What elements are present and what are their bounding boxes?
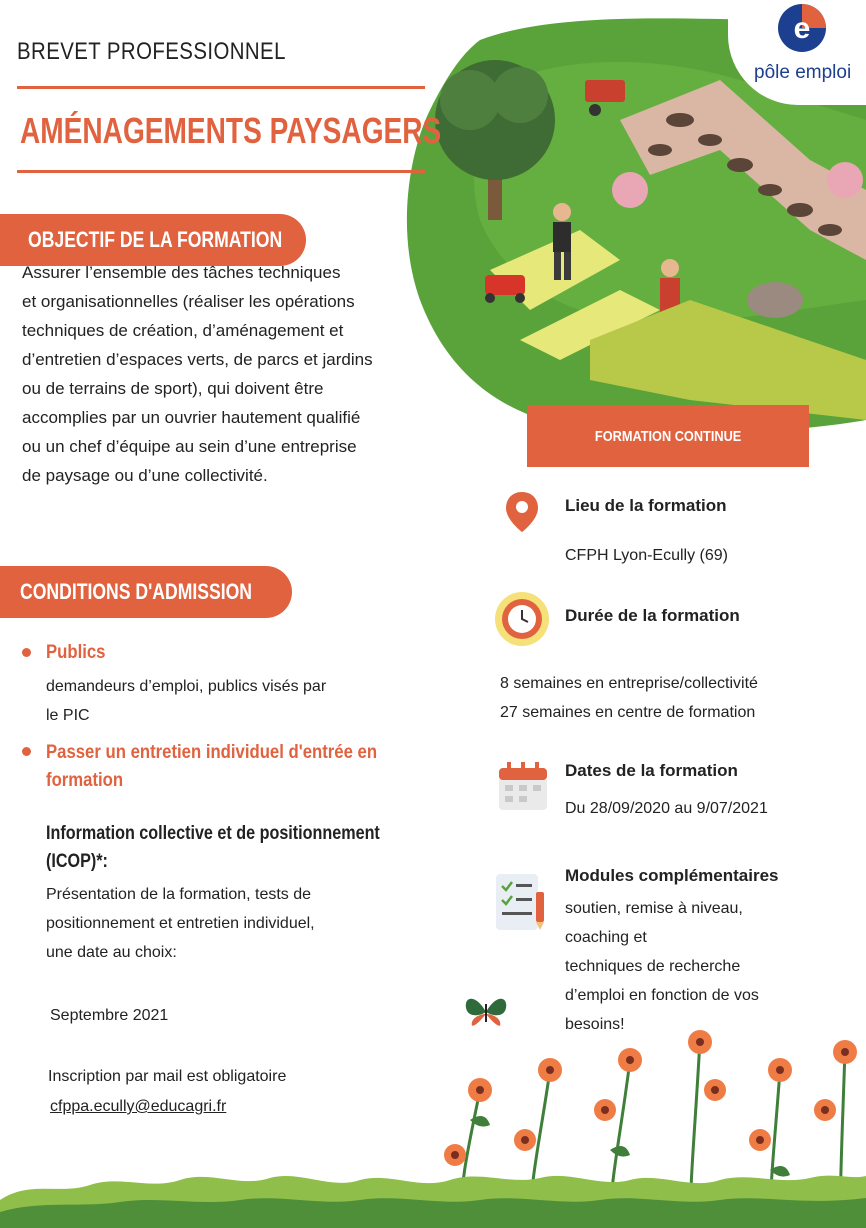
- header-bottom-rule: [17, 170, 425, 173]
- publics-line: demandeurs d’emploi, publics visés par: [46, 678, 327, 695]
- modules-line: besoins!: [565, 1016, 625, 1033]
- objectif-line: techniques de création, d’aménagement et: [22, 321, 344, 340]
- icop-title: [46, 820, 380, 876]
- butterfly-icon: [462, 992, 510, 1034]
- icop-line: Information collective et de positionnement: [46, 823, 380, 844]
- date-choice: Septembre 2021: [50, 1007, 169, 1024]
- objectif-line: d’entretien d’espaces verts, de parcs et jardins: [22, 350, 373, 369]
- modules-line: coaching et: [565, 929, 647, 946]
- objectif-line: de paysage ou d’une collectivité.: [22, 466, 268, 485]
- lieu-value: CFPH Lyon-Ecully (69): [565, 547, 729, 564]
- modules-title: Modules complémentaires: [565, 866, 779, 885]
- entretien-title: [46, 739, 416, 795]
- grass-border: [0, 1150, 866, 1228]
- icop-desc-line: une date au choix:: [46, 944, 177, 961]
- publics-title: Publics: [46, 642, 106, 663]
- header-top-rule: [17, 86, 425, 89]
- publics-line: le PIC: [46, 707, 90, 724]
- pole-emploi-brand: pôle emploi: [754, 62, 852, 83]
- entretien-line: Passer un entretien individuel d'entrée en: [46, 742, 378, 763]
- modules-line: d’emploi en fonction de vos: [565, 987, 759, 1004]
- modules-line: techniques de recherche: [565, 958, 741, 975]
- objectif-line: ou de terrains de sport), qui doivent être: [22, 379, 324, 398]
- formation-continue-label: FORMATION CONTINUE: [594, 427, 742, 445]
- publics-text: [46, 672, 326, 730]
- conditions-heading-pill: [0, 566, 292, 618]
- icop-description: [46, 880, 315, 967]
- document-checklist-icon: [492, 872, 552, 934]
- entretien-line: formation: [46, 770, 124, 791]
- formation-continue-badge: [527, 405, 809, 467]
- objectif-line: Assurer l’ensemble des tâches techniques: [22, 263, 341, 282]
- dates-title: Dates de la formation: [565, 761, 738, 780]
- dates-value: Du 28/09/2020 au 9/07/2021: [565, 800, 768, 817]
- calendar-icon: [497, 760, 549, 812]
- header-subtitle: BREVET PROFESSIONNEL: [17, 38, 286, 65]
- location-pin-icon: [504, 490, 540, 534]
- icop-desc-line: Présentation de la formation, tests de: [46, 886, 312, 903]
- svg-text:e: e: [793, 12, 811, 45]
- modules-text: [565, 894, 759, 1039]
- duree-line: 27 semaines en centre de formation: [500, 704, 756, 721]
- duree-line: 8 semaines en entreprise/collectivité: [500, 675, 758, 692]
- duree-title: Durée de la formation: [565, 606, 740, 625]
- conditions-heading: CONDITIONS D'ADMISSION: [20, 579, 253, 604]
- bullet-entretien: [22, 747, 31, 756]
- objectif-line: accomplies par un ouvrier hautement qualifié: [22, 408, 361, 427]
- page-title: AMÉNAGEMENTS PAYSAGERS: [20, 110, 442, 151]
- objectif-line: et organisationnelles (réaliser les opérations: [22, 292, 355, 311]
- pole-emploi-logo-icon: [776, 2, 828, 54]
- modules-line: soutien, remise à niveau,: [565, 900, 743, 917]
- objectif-heading: OBJECTIF DE LA FORMATION: [28, 227, 283, 252]
- email-link[interactable]: cfppa.ecully@educagri.fr: [50, 1098, 227, 1115]
- icop-line: (ICOP)*:: [46, 851, 108, 872]
- duree-text: [500, 669, 758, 727]
- objectif-line: ou un chef d’équipe au sein d’une entreprise: [22, 437, 357, 456]
- objectif-text: [22, 258, 432, 490]
- inscription-note: Inscription par mail est obligatoire: [48, 1068, 287, 1085]
- icop-desc-line: positionnement et entretien individuel,: [46, 915, 315, 932]
- lieu-title: Lieu de la formation: [565, 496, 727, 515]
- clock-icon: [493, 590, 551, 648]
- bullet-publics: [22, 648, 31, 657]
